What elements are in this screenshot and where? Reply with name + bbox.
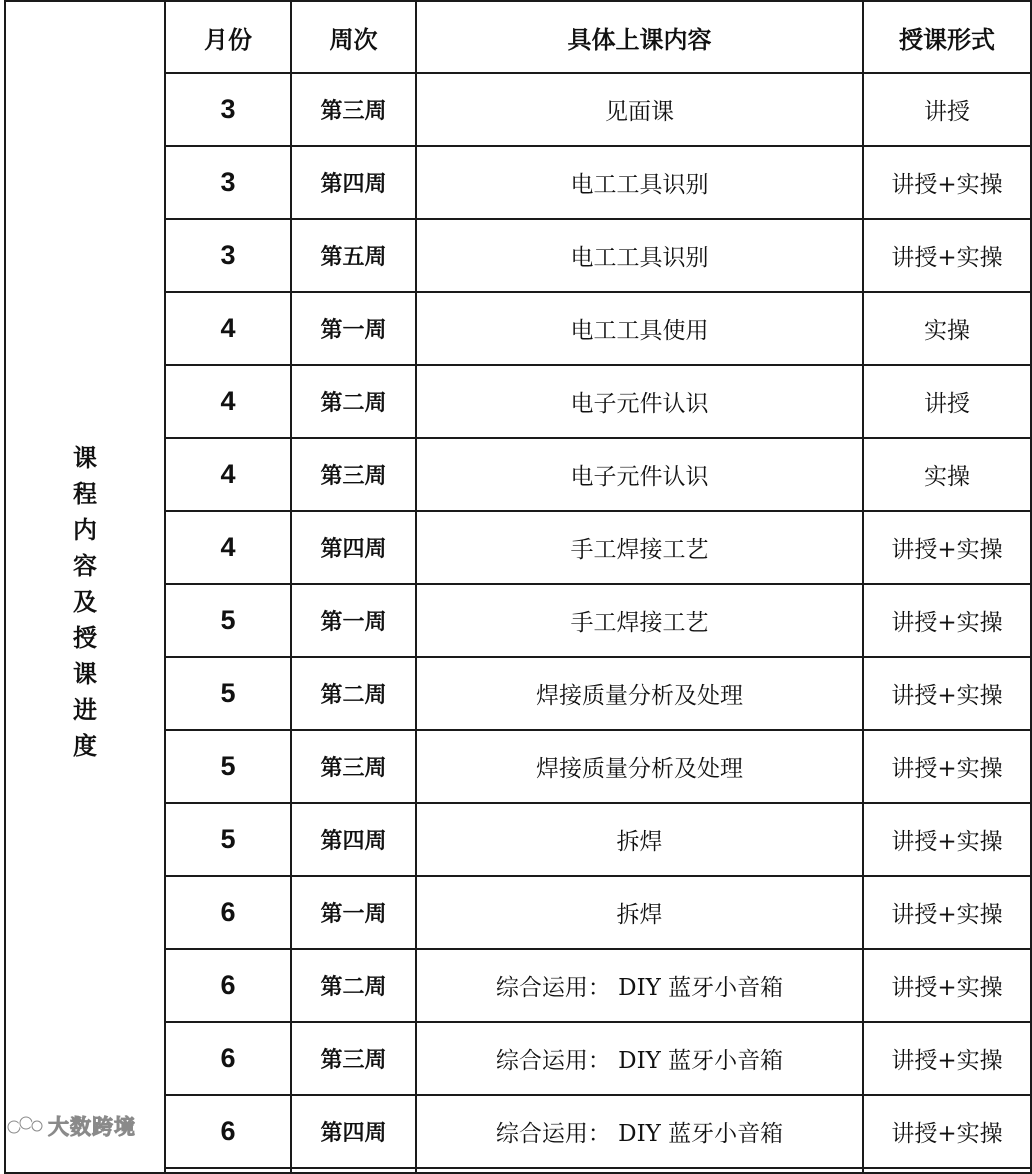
header-form: 授课形式	[863, 1, 1031, 73]
form-cell: 实操	[863, 292, 1031, 365]
week-cell: 第四周	[291, 146, 416, 219]
content-cell: 焊接质量分析及处理	[416, 730, 863, 803]
form-cell: 实操	[863, 438, 1031, 511]
content-cell: 拆焊	[416, 876, 863, 949]
month-cell: 5	[165, 657, 291, 730]
week-cell: 第三周	[291, 438, 416, 511]
week-cell: 第五周	[291, 219, 416, 292]
month-cell: 6	[165, 1095, 291, 1168]
header-content: 具体上课内容	[416, 1, 863, 73]
month-cell: 5	[165, 584, 291, 657]
month-cell: 5	[165, 803, 291, 876]
form-cell: 讲授+实操	[863, 657, 1031, 730]
month-cell: 6	[165, 1022, 291, 1095]
content-cell: 综合运用： DIY 蓝牙小音箱	[416, 1022, 863, 1095]
form-cell: 讲授+实操	[863, 949, 1031, 1022]
week-cell: 第四周	[291, 1095, 416, 1168]
week-cell: 第二周	[291, 657, 416, 730]
content-cell: 综合运用： DIY 蓝牙小音箱	[416, 949, 863, 1022]
form-cell: 讲授+实操	[863, 146, 1031, 219]
month-cell: 4	[165, 292, 291, 365]
side-label: 课程内容及授课进度	[73, 443, 97, 760]
form-cell: 讲授+实操	[863, 584, 1031, 657]
watermark-text: 大数跨境	[48, 1115, 136, 1139]
week-cell: 第二周	[291, 949, 416, 1022]
week-cell: 第三周	[291, 73, 416, 146]
watermark	[6, 1112, 136, 1140]
month-cell: 3	[165, 73, 291, 146]
month-cell: 3	[165, 146, 291, 219]
form-cell: 讲授+实操	[863, 1095, 1031, 1168]
content-cell: 手工焊接工艺	[416, 584, 863, 657]
month-cell: 6	[165, 876, 291, 949]
empty-cell	[863, 1168, 1031, 1173]
content-cell: 电工工具使用	[416, 292, 863, 365]
week-cell: 第一周	[291, 292, 416, 365]
form-cell: 讲授+实操	[863, 219, 1031, 292]
week-cell: 第一周	[291, 876, 416, 949]
week-cell: 第一周	[291, 584, 416, 657]
week-cell: 第四周	[291, 803, 416, 876]
content-cell: 见面课	[416, 73, 863, 146]
header-month: 月份	[165, 1, 291, 73]
month-cell: 4	[165, 365, 291, 438]
month-cell: 4	[165, 511, 291, 584]
dashuju-logo-icon	[6, 1113, 44, 1139]
content-cell: 综合运用： DIY 蓝牙小音箱	[416, 1095, 863, 1168]
month-cell: 6	[165, 949, 291, 1022]
header-week: 周次	[291, 1, 416, 73]
month-cell: 5	[165, 730, 291, 803]
form-cell: 讲授+实操	[863, 876, 1031, 949]
week-cell: 第三周	[291, 730, 416, 803]
form-cell: 讲授+实操	[863, 803, 1031, 876]
empty-cell	[416, 1168, 863, 1173]
month-cell: 3	[165, 219, 291, 292]
content-cell: 电子元件认识	[416, 365, 863, 438]
form-cell: 讲授	[863, 365, 1031, 438]
content-cell: 焊接质量分析及处理	[416, 657, 863, 730]
content-cell: 电工工具识别	[416, 219, 863, 292]
week-cell: 第二周	[291, 365, 416, 438]
form-cell: 讲授+实操	[863, 730, 1031, 803]
form-cell: 讲授+实操	[863, 1022, 1031, 1095]
week-cell: 第四周	[291, 511, 416, 584]
week-cell: 第三周	[291, 1022, 416, 1095]
month-cell: 4	[165, 438, 291, 511]
empty-cell	[165, 1168, 291, 1173]
course-schedule-table	[4, 0, 1032, 1174]
form-cell: 讲授+实操	[863, 511, 1031, 584]
content-cell: 电工工具识别	[416, 146, 863, 219]
content-cell: 拆焊	[416, 803, 863, 876]
empty-cell	[291, 1168, 416, 1173]
form-cell: 讲授	[863, 73, 1031, 146]
side-label-cell	[5, 1, 165, 1173]
content-cell: 手工焊接工艺	[416, 511, 863, 584]
table-header-row	[5, 1, 1031, 73]
content-cell: 电子元件认识	[416, 438, 863, 511]
